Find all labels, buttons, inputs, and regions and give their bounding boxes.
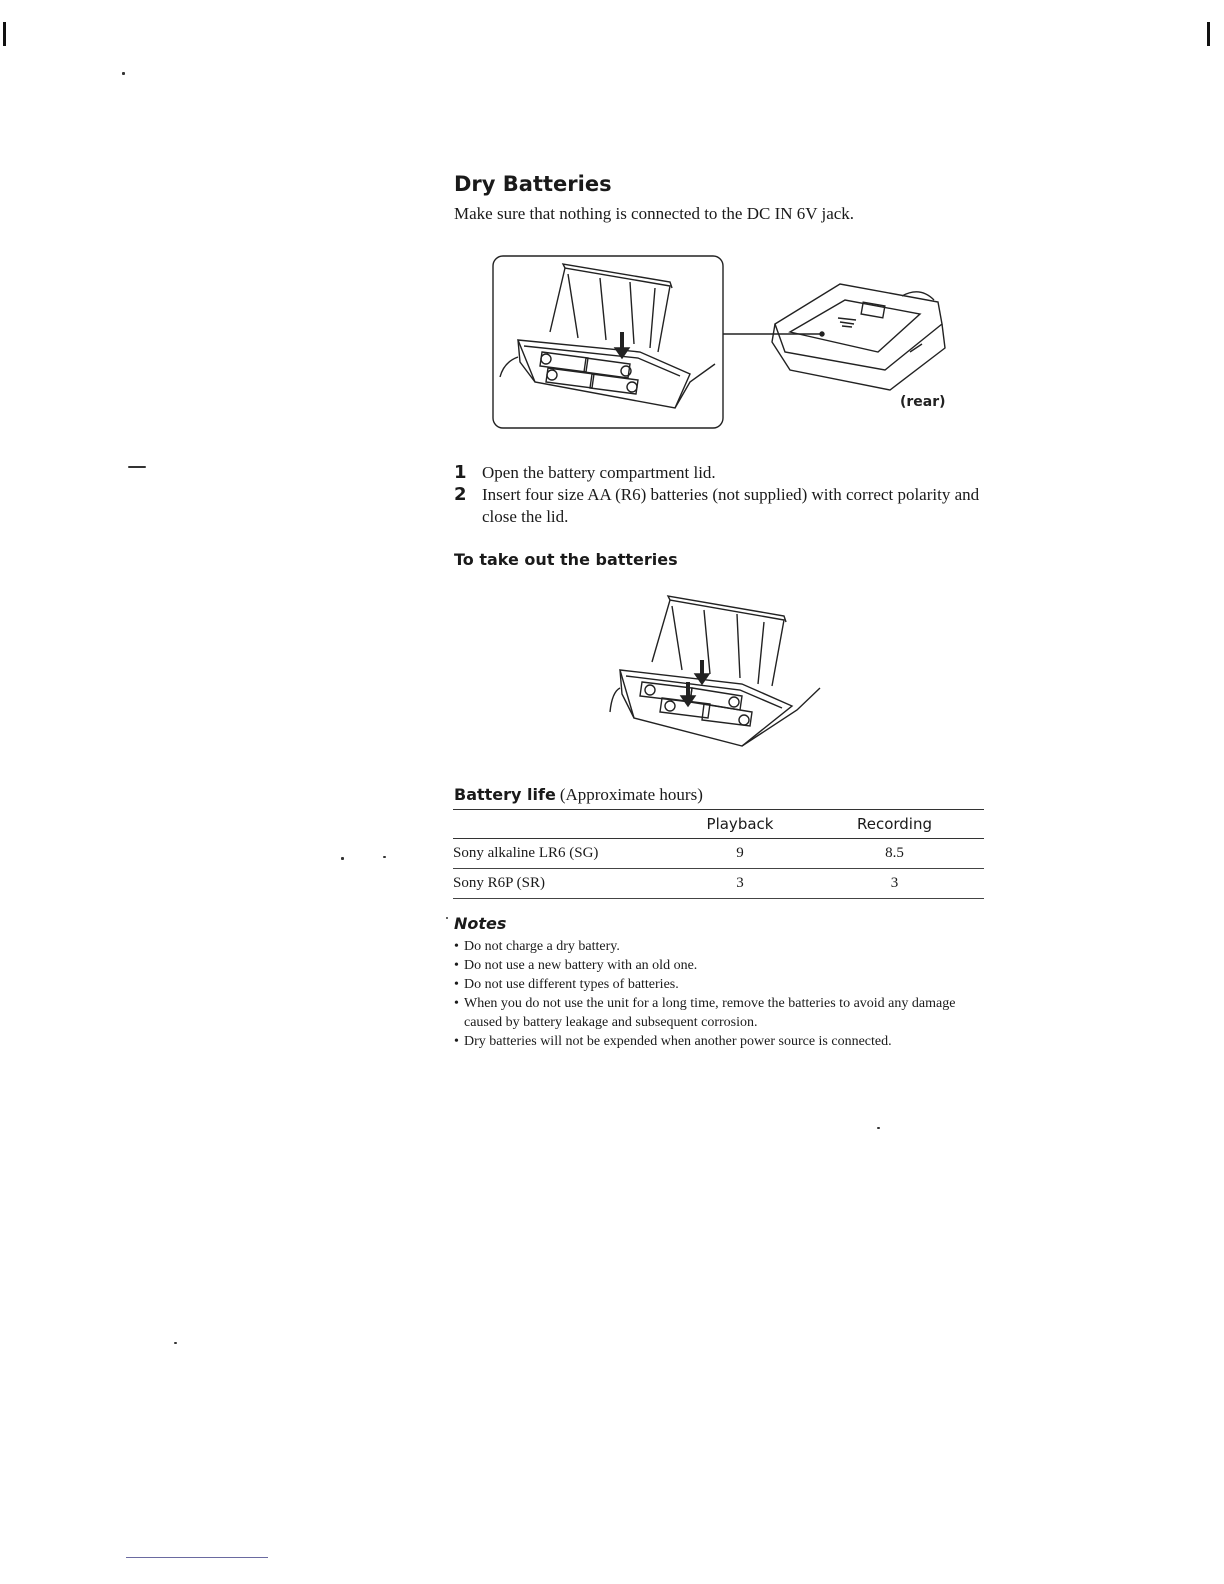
intro-text: Make sure that nothing is connected to the DC IN 6V jack. bbox=[454, 204, 855, 223]
scan-speck bbox=[174, 1342, 177, 1344]
scan-speck bbox=[128, 466, 146, 468]
note-item: • Do not use different types of batteries. bbox=[454, 975, 994, 994]
page-title: Dry Batteries bbox=[454, 172, 612, 196]
scan-speck bbox=[341, 857, 344, 860]
step-number: 1 bbox=[454, 462, 467, 483]
recording-hours-cell: 8.5 bbox=[805, 839, 984, 869]
note-item: • When you do not use the unit for a long time, remove the batteries to avoid any damage caused by battery leakage and subsequent corrosion. bbox=[454, 994, 994, 1032]
step-item bbox=[454, 484, 984, 528]
footer-rule bbox=[126, 1557, 268, 1558]
note-item: • Do not use a new battery with an old one. bbox=[454, 956, 994, 975]
table-row bbox=[453, 869, 984, 899]
column-header-blank bbox=[453, 810, 675, 839]
note-item: • Dry batteries will not be expended when another power source is connected. bbox=[454, 1032, 994, 1051]
notes-list bbox=[454, 937, 994, 1051]
step-text: Insert four size AA (R6) batteries (not supplied) with correct polarity and close the lid. bbox=[482, 485, 980, 526]
playback-hours-cell: 9 bbox=[675, 839, 805, 869]
table-row bbox=[453, 839, 984, 869]
step-number: 2 bbox=[454, 484, 467, 505]
scan-speck bbox=[122, 72, 125, 75]
scan-edge-mark-left bbox=[3, 22, 6, 46]
step-item bbox=[454, 462, 984, 484]
remove-batteries-heading: To take out the batteries bbox=[454, 550, 678, 569]
notes-title: Notes bbox=[454, 914, 507, 933]
column-header-playback: Playback bbox=[675, 810, 805, 839]
scan-edge-mark-right bbox=[1207, 22, 1210, 46]
remove-batteries-illustration bbox=[592, 592, 832, 760]
scan-speck bbox=[383, 856, 386, 858]
scan-speck bbox=[446, 917, 448, 919]
battery-type-cell: Sony alkaline LR6 (SG) bbox=[453, 839, 675, 869]
playback-hours-cell: 3 bbox=[675, 869, 805, 899]
step-text: Open the battery compartment lid. bbox=[482, 463, 716, 482]
note-item: • Do not charge a dry battery. bbox=[454, 937, 994, 956]
steps-list bbox=[454, 462, 984, 528]
column-header-recording: Recording bbox=[805, 810, 984, 839]
battery-life-title: Battery life bbox=[454, 785, 556, 804]
battery-life-heading bbox=[454, 785, 703, 805]
rear-label: (rear) bbox=[900, 394, 946, 410]
remove-batteries-figure bbox=[592, 592, 832, 760]
table-header-row bbox=[453, 810, 984, 839]
recording-hours-cell: 3 bbox=[805, 869, 984, 899]
battery-life-unit-note: (Approximate hours) bbox=[559, 785, 703, 804]
battery-compartment-illustration bbox=[490, 252, 960, 432]
battery-type-cell: Sony R6P (SR) bbox=[453, 869, 675, 899]
battery-compartment-figure bbox=[490, 252, 960, 432]
battery-life-table bbox=[453, 809, 984, 899]
scan-speck bbox=[877, 1127, 880, 1129]
